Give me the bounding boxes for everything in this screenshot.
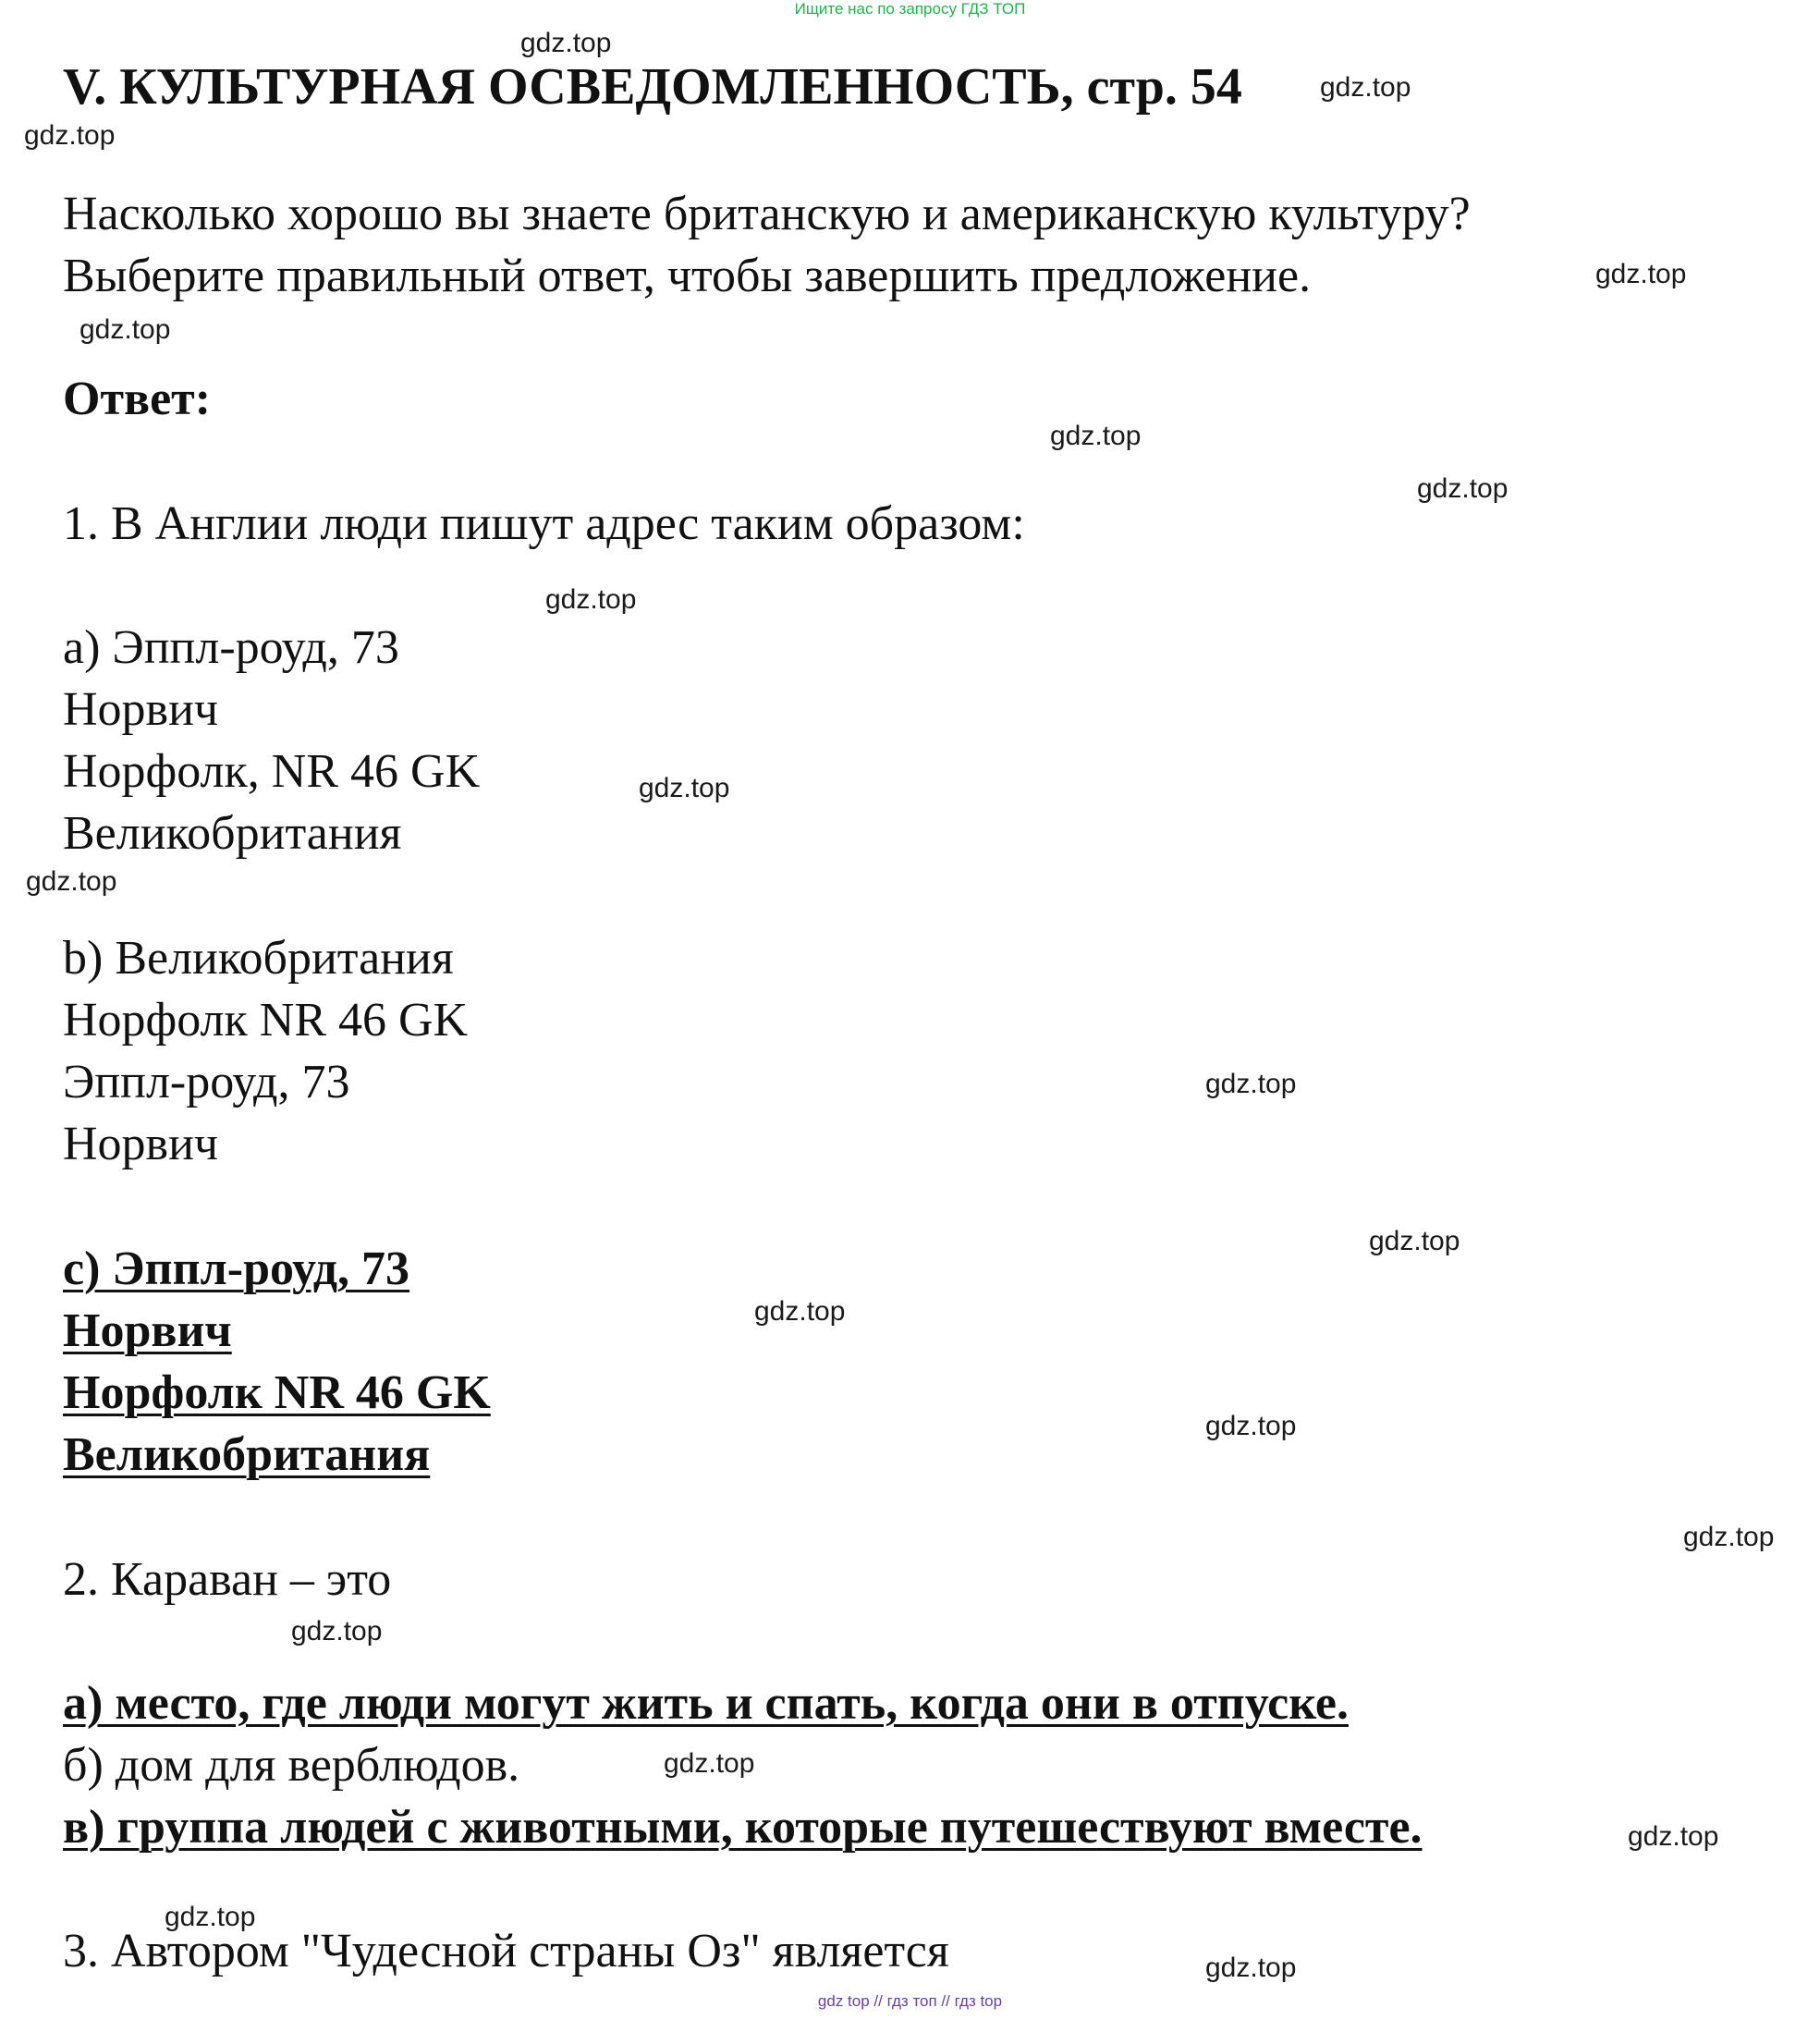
watermark: gdz.top [1628,1821,1719,1852]
watermark: gdz.top [291,1616,383,1647]
intro-line-2: Выберите правильный ответ, чтобы завершить предложение. [63,250,1312,302]
q1-option-a [63,617,480,864]
watermark: gdz.top [1050,421,1142,451]
intro-line-1: Насколько хорошо вы знаете британскую и американскую культуру? [63,188,1471,240]
q1-option-b [63,927,468,1175]
q1-question: 1. В Англии люди пишут адрес таким образом: [63,497,1025,550]
q2-option-a-text: а) место, где люди могут жить и спать, когда они в отпуске. [63,1677,1349,1730]
q1-option-a-line: Норвич [63,683,219,736]
footer: gdz top // гдз топ // гдз top [817,1992,1003,2010]
watermark: gdz.top [1683,1522,1775,1552]
watermark: gdz.top [1595,259,1687,289]
q1-option-b-line: Норфолк NR 46 GK [63,994,469,1047]
q2-question: 2. Караван – это [63,1553,392,1606]
watermark: gdz.top [520,28,612,58]
q1-option-b-line: b) Великобритания [63,932,454,985]
q2-option-a-correct [63,1672,1349,1734]
watermark: gdz.top [1205,1069,1297,1099]
q1-option-c-correct [63,1238,491,1486]
watermark: gdz.top [26,866,117,897]
watermark: gdz.top [1417,473,1509,504]
q3-question: 3. Автором "Чудесной страны Оз" является [63,1925,949,1977]
q1-option-a-line: a) Эппл-роуд, 73 [63,621,399,674]
answer-label: Ответ: [63,373,212,425]
q2-option-c-correct [63,1796,1423,1858]
watermark: gdz.top [754,1296,846,1327]
q2-option-c-text: в) группа людей с животными, которые путешествуют вместе. [63,1801,1423,1854]
watermark: gdz.top [664,1748,755,1779]
watermark: gdz.top [1205,1411,1297,1441]
q1-option-b-line: Эппл-роуд, 73 [63,1056,350,1108]
watermark: gdz.top [639,773,730,803]
q1-option-c-line: c) Эппл-роуд, 73 [63,1243,410,1295]
watermark: gdz.top [1205,1953,1297,1983]
q1-option-a-line: Норфолк, NR 46 GK [63,745,481,798]
top-banner: Ищите нас по запросу ГДЗ ТОП [794,0,1026,18]
q1-option-c-line: Норвич [63,1304,232,1357]
q1-option-c-line: Великобритания [63,1428,431,1481]
page-title: V. КУЛЬТУРНАЯ ОСВЕДОМЛЕННОСТЬ, стр. 54 [63,58,1242,116]
q1-option-c-line: Норфолк NR 46 GK [63,1366,491,1419]
watermark: gdz.top [1369,1226,1460,1256]
watermark: gdz.top [24,120,116,151]
watermark: gdz.top [165,1902,256,1932]
watermark: gdz.top [79,314,171,345]
watermark: gdz.top [1320,72,1411,103]
q1-option-a-line: Великобритания [63,807,402,860]
q1-option-b-line: Норвич [63,1118,219,1170]
q2-option-b: б) дом для верблюдов. [63,1739,520,1792]
watermark: gdz.top [545,584,637,615]
